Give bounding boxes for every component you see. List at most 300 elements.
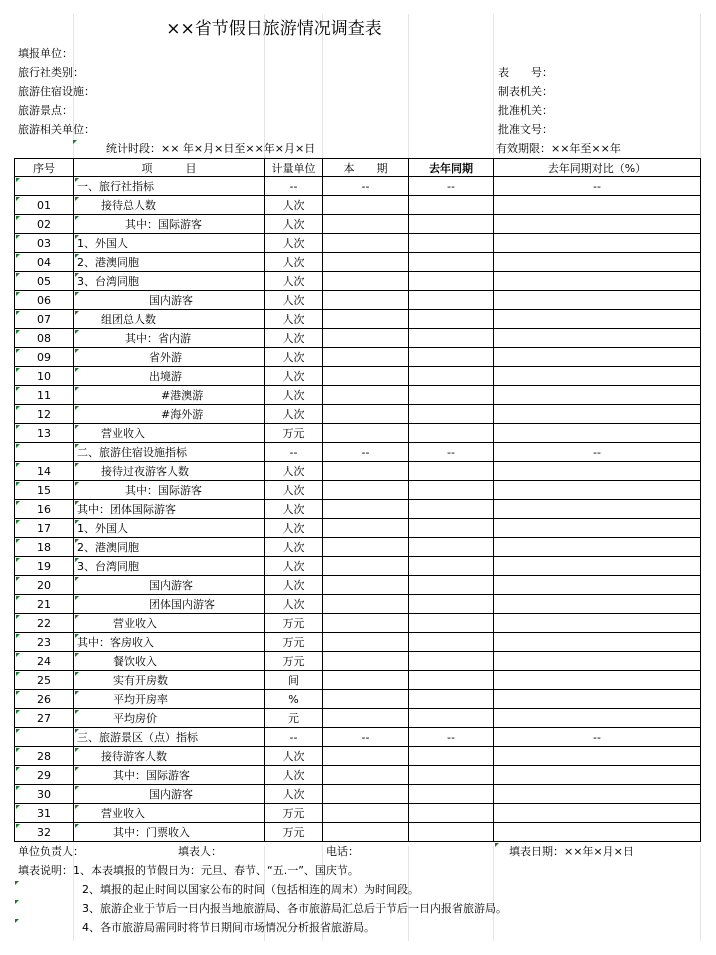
unit-value: 人次 (282, 484, 305, 497)
compare-cell[interactable] (494, 500, 701, 519)
unit-cell[interactable] (265, 234, 323, 253)
comment-marker-icon (16, 748, 20, 752)
meta-row (14, 63, 701, 82)
comment-marker-icon (495, 843, 499, 847)
current-cell[interactable] (323, 405, 409, 424)
compare-cell[interactable] (494, 367, 701, 386)
current-cell[interactable] (323, 766, 409, 785)
meta-left-label: 旅游景点： (18, 104, 73, 117)
current-cell[interactable] (323, 196, 409, 215)
current-cell[interactable] (323, 310, 409, 329)
current-value: -- (361, 731, 370, 744)
compare-cell[interactable] (494, 177, 701, 196)
item-cell[interactable] (74, 405, 265, 424)
compare-cell[interactable] (494, 747, 701, 766)
compare-cell[interactable] (494, 766, 701, 785)
seq-cell[interactable] (14, 785, 74, 804)
seq-value: 31 (37, 807, 51, 820)
comment-marker-icon (16, 501, 20, 505)
seq-cell[interactable] (14, 671, 74, 690)
comment-marker-icon (16, 349, 20, 353)
unit-cell[interactable] (265, 310, 323, 329)
unit-cell[interactable] (265, 595, 323, 614)
header-current: 本 期 (323, 158, 409, 177)
unit-cell[interactable] (265, 671, 323, 690)
item-value: 2、港澳同胞 (77, 541, 139, 554)
comment-marker-icon (16, 292, 20, 296)
unit-cell[interactable] (265, 253, 323, 272)
header-seq: 序号 (14, 158, 74, 177)
compare-cell[interactable] (494, 481, 701, 500)
current-cell[interactable] (323, 804, 409, 823)
unit-cell[interactable] (265, 348, 323, 367)
item-value: 3、台湾同胞 (77, 560, 139, 573)
compare-cell[interactable] (494, 234, 701, 253)
last-year-cell[interactable] (409, 253, 494, 272)
last-year-cell[interactable] (409, 424, 494, 443)
last-year-cell[interactable] (409, 766, 494, 785)
comment-marker-icon (16, 805, 20, 809)
compare-cell[interactable] (494, 576, 701, 595)
last-year-cell[interactable] (409, 348, 494, 367)
meta-row (14, 120, 701, 139)
meta-right-label: 批准文号： (498, 123, 553, 136)
compare-cell[interactable] (494, 424, 701, 443)
current-cell[interactable] (323, 690, 409, 709)
item-cell[interactable] (74, 310, 265, 329)
unit-cell[interactable] (265, 614, 323, 633)
comment-marker-icon (75, 805, 79, 809)
unit-value: 人次 (282, 332, 305, 345)
unit-cell[interactable] (265, 633, 323, 652)
item-cell[interactable] (74, 785, 265, 804)
compare-cell[interactable] (494, 804, 701, 823)
last-year-cell[interactable] (409, 329, 494, 348)
last-year-value: -- (447, 446, 455, 459)
table-row (14, 177, 701, 196)
current-cell[interactable] (323, 728, 409, 747)
unit-cell[interactable] (265, 367, 323, 386)
seq-cell[interactable] (14, 424, 74, 443)
current-cell[interactable] (323, 785, 409, 804)
item-cell[interactable] (74, 614, 265, 633)
compare-cell[interactable] (494, 291, 701, 310)
seq-cell[interactable] (14, 405, 74, 424)
item-cell[interactable] (74, 386, 265, 405)
compare-cell[interactable] (494, 215, 701, 234)
seq-cell[interactable] (14, 519, 74, 538)
last-year-cell[interactable] (409, 709, 494, 728)
unit-cell[interactable] (265, 690, 323, 709)
seq-cell[interactable] (14, 234, 74, 253)
comment-marker-icon (16, 178, 20, 182)
seq-cell[interactable] (14, 272, 74, 291)
last-year-cell[interactable] (409, 177, 494, 196)
unit-value: 人次 (282, 769, 305, 782)
unit-cell[interactable] (265, 291, 323, 310)
comment-marker-icon (75, 824, 79, 828)
compare-cell[interactable] (494, 196, 701, 215)
seq-cell[interactable] (14, 386, 74, 405)
table-row (14, 614, 701, 633)
compare-cell[interactable] (494, 405, 701, 424)
comment-marker-icon (16, 311, 20, 315)
current-value: -- (361, 180, 370, 193)
item-cell[interactable] (74, 329, 265, 348)
compare-cell[interactable] (494, 462, 701, 481)
last-year-cell[interactable] (409, 367, 494, 386)
current-cell[interactable] (323, 519, 409, 538)
last-year-cell[interactable] (409, 633, 494, 652)
item-cell[interactable] (74, 272, 265, 291)
current-cell[interactable] (323, 386, 409, 405)
item-cell[interactable] (74, 519, 265, 538)
last-year-cell[interactable] (409, 785, 494, 804)
seq-cell[interactable] (14, 728, 74, 747)
seq-cell[interactable] (14, 614, 74, 633)
unit-value: 人次 (282, 750, 305, 763)
unit-value: % (288, 693, 299, 706)
unit-cell[interactable] (265, 177, 323, 196)
comment-marker-icon (75, 558, 79, 562)
unit-cell[interactable] (265, 766, 323, 785)
compare-cell[interactable] (494, 538, 701, 557)
compare-cell[interactable] (494, 728, 701, 747)
current-cell[interactable] (323, 652, 409, 671)
comment-marker-icon (16, 368, 20, 372)
current-cell[interactable] (323, 595, 409, 614)
note-row (14, 918, 701, 937)
current-cell[interactable] (323, 500, 409, 519)
compare-cell[interactable] (494, 329, 701, 348)
seq-cell[interactable] (14, 652, 74, 671)
last-year-cell[interactable] (409, 386, 494, 405)
seq-cell[interactable] (14, 348, 74, 367)
current-cell[interactable] (323, 462, 409, 481)
last-year-cell[interactable] (409, 443, 494, 462)
last-year-cell[interactable] (409, 538, 494, 557)
item-cell[interactable] (74, 633, 265, 652)
unit-cell[interactable] (265, 823, 323, 842)
current-cell[interactable] (323, 557, 409, 576)
item-cell[interactable] (74, 595, 265, 614)
current-cell[interactable] (323, 291, 409, 310)
note-text: 3、旅游企业于节后一日内报当地旅游局、各市旅游局汇总后于节后一日内报省旅游局。 (82, 902, 507, 915)
current-cell[interactable] (323, 538, 409, 557)
seq-cell[interactable] (14, 766, 74, 785)
item-value: 其中：门票收入 (113, 826, 190, 839)
compare-cell[interactable] (494, 614, 701, 633)
unit-cell[interactable] (265, 538, 323, 557)
unit-cell[interactable] (265, 443, 323, 462)
unit-cell[interactable] (265, 215, 323, 234)
comment-marker-icon (16, 273, 20, 277)
seq-value: 25 (37, 674, 51, 687)
seq-cell[interactable] (14, 538, 74, 557)
last-year-cell[interactable] (409, 557, 494, 576)
seq-cell[interactable] (14, 253, 74, 272)
unit-cell[interactable] (265, 196, 323, 215)
header-item: 项 目 (74, 158, 265, 177)
unit-cell[interactable] (265, 519, 323, 538)
seq-cell[interactable] (14, 215, 74, 234)
comment-marker-icon (75, 368, 79, 372)
unit-cell[interactable] (265, 462, 323, 481)
unit-value: 万元 (282, 617, 305, 630)
comment-marker-icon (16, 197, 20, 201)
item-cell[interactable] (74, 728, 265, 747)
seq-cell[interactable] (14, 557, 74, 576)
comment-marker-icon (16, 463, 20, 467)
seq-value: 12 (37, 408, 51, 421)
compare-cell[interactable] (494, 823, 701, 842)
item-cell[interactable] (74, 291, 265, 310)
current-cell[interactable] (323, 481, 409, 500)
seq-cell[interactable] (14, 500, 74, 519)
compare-cell[interactable] (494, 633, 701, 652)
table-row (14, 671, 701, 690)
meta-left-label: 旅游相关单位： (18, 123, 95, 136)
comment-marker-icon (16, 254, 20, 258)
unit-value: 人次 (282, 294, 305, 307)
compare-cell[interactable] (494, 557, 701, 576)
compare-cell[interactable] (494, 348, 701, 367)
seq-value: 29 (37, 769, 51, 782)
unit-cell[interactable] (265, 747, 323, 766)
unit-value: 人次 (282, 351, 305, 364)
item-cell[interactable] (74, 576, 265, 595)
seq-cell[interactable] (14, 823, 74, 842)
compare-cell[interactable] (494, 272, 701, 291)
comment-marker-icon (75, 311, 79, 315)
table-row (14, 367, 701, 386)
unit-cell[interactable] (265, 557, 323, 576)
unit-cell[interactable] (265, 785, 323, 804)
compare-cell[interactable] (494, 652, 701, 671)
item-value: 实有开房数 (113, 674, 168, 687)
table-row (14, 804, 701, 823)
table-row (14, 329, 701, 348)
last-year-cell[interactable] (409, 652, 494, 671)
item-cell[interactable] (74, 424, 265, 443)
unit-value: 人次 (282, 560, 305, 573)
compare-cell[interactable] (494, 253, 701, 272)
compare-cell[interactable] (494, 310, 701, 329)
item-value: #海外游 (161, 408, 204, 421)
comment-marker-icon (75, 444, 79, 448)
meta-left-label: 旅行社类别： (18, 66, 84, 79)
item-cell[interactable] (74, 804, 265, 823)
last-year-cell[interactable] (409, 500, 494, 519)
seq-value: 17 (37, 522, 51, 535)
item-value: 国内游客 (149, 294, 193, 307)
item-cell[interactable] (74, 234, 265, 253)
last-year-cell[interactable] (409, 462, 494, 481)
unit-cell[interactable] (265, 481, 323, 500)
item-cell[interactable] (74, 538, 265, 557)
unit-cell[interactable] (265, 386, 323, 405)
item-cell[interactable] (74, 823, 265, 842)
item-cell[interactable] (74, 652, 265, 671)
item-cell[interactable] (74, 215, 265, 234)
seq-cell[interactable] (14, 196, 74, 215)
table-row (14, 386, 701, 405)
comment-marker-icon (16, 672, 20, 676)
compare-cell[interactable] (494, 690, 701, 709)
table-row (14, 785, 701, 804)
seq-cell[interactable] (14, 177, 74, 196)
last-year-cell[interactable] (409, 215, 494, 234)
current-cell[interactable] (323, 671, 409, 690)
compare-cell[interactable] (494, 785, 701, 804)
last-year-cell[interactable] (409, 291, 494, 310)
seq-cell[interactable] (14, 310, 74, 329)
seq-cell[interactable] (14, 595, 74, 614)
current-cell[interactable] (323, 177, 409, 196)
seq-cell[interactable] (14, 481, 74, 500)
seq-cell[interactable] (14, 462, 74, 481)
unit-value: 人次 (282, 579, 305, 592)
item-value: 1、外国人 (77, 522, 128, 535)
item-cell[interactable] (74, 747, 265, 766)
compare-cell[interactable] (494, 443, 701, 462)
last-year-cell[interactable] (409, 804, 494, 823)
current-cell[interactable] (323, 329, 409, 348)
seq-cell[interactable] (14, 804, 74, 823)
seq-value: 02 (37, 218, 51, 231)
unit-value: 人次 (282, 408, 305, 421)
last-year-cell[interactable] (409, 519, 494, 538)
item-cell[interactable] (74, 709, 265, 728)
item-cell[interactable] (74, 500, 265, 519)
last-year-cell[interactable] (409, 405, 494, 424)
unit-value: 人次 (282, 598, 305, 611)
unit-cell[interactable] (265, 424, 323, 443)
item-cell[interactable] (74, 671, 265, 690)
compare-cell[interactable] (494, 709, 701, 728)
item-cell[interactable] (74, 462, 265, 481)
compare-cell[interactable] (494, 386, 701, 405)
comment-marker-icon (16, 596, 20, 600)
unit-cell[interactable] (265, 804, 323, 823)
item-cell[interactable] (74, 196, 265, 215)
meta-right-label: 批准机关： (498, 104, 553, 117)
unit-cell[interactable] (265, 272, 323, 291)
seq-cell[interactable] (14, 633, 74, 652)
last-year-cell[interactable] (409, 595, 494, 614)
item-cell[interactable] (74, 690, 265, 709)
last-year-cell[interactable] (409, 196, 494, 215)
compare-cell[interactable] (494, 671, 701, 690)
item-cell[interactable] (74, 367, 265, 386)
last-year-cell[interactable] (409, 614, 494, 633)
item-cell[interactable] (74, 348, 265, 367)
comment-marker-icon (16, 520, 20, 524)
unit-cell[interactable] (265, 405, 323, 424)
seq-cell[interactable] (14, 443, 74, 462)
item-value: 其中：国际游客 (113, 769, 190, 782)
unit-value: 人次 (282, 370, 305, 383)
current-cell[interactable] (323, 424, 409, 443)
current-cell[interactable] (323, 823, 409, 842)
table-row (14, 272, 701, 291)
comment-marker-icon (16, 235, 20, 239)
current-cell[interactable] (323, 614, 409, 633)
table-row (14, 633, 701, 652)
current-cell[interactable] (323, 367, 409, 386)
last-year-cell[interactable] (409, 690, 494, 709)
last-year-cell[interactable] (409, 671, 494, 690)
last-year-cell[interactable] (409, 310, 494, 329)
unit-cell[interactable] (265, 652, 323, 671)
last-year-cell[interactable] (409, 576, 494, 595)
item-cell[interactable] (74, 253, 265, 272)
table-header-row (14, 158, 701, 177)
current-cell[interactable] (323, 348, 409, 367)
unit-value: 万元 (282, 636, 305, 649)
unit-cell[interactable] (265, 709, 323, 728)
current-cell[interactable] (323, 272, 409, 291)
compare-cell[interactable] (494, 595, 701, 614)
seq-cell[interactable] (14, 367, 74, 386)
current-cell[interactable] (323, 576, 409, 595)
current-cell[interactable] (323, 633, 409, 652)
last-year-cell[interactable] (409, 728, 494, 747)
unit-cell[interactable] (265, 329, 323, 348)
comment-marker-icon (75, 330, 79, 334)
item-cell[interactable] (74, 177, 265, 196)
header-unit: 计量单位 (265, 158, 323, 177)
last-year-cell[interactable] (409, 823, 494, 842)
item-cell[interactable] (74, 481, 265, 500)
header-last-year: 去年同期 (409, 158, 494, 177)
seq-cell[interactable] (14, 329, 74, 348)
last-year-cell[interactable] (409, 747, 494, 766)
seq-cell[interactable] (14, 291, 74, 310)
comment-marker-icon (16, 786, 20, 790)
filler-label: 填表人： (178, 845, 222, 858)
comment-marker-icon (75, 425, 79, 429)
current-cell[interactable] (323, 747, 409, 766)
unit-cell[interactable] (265, 500, 323, 519)
comment-marker-icon (75, 273, 79, 277)
unit-cell[interactable] (265, 728, 323, 747)
item-cell[interactable] (74, 766, 265, 785)
current-cell[interactable] (323, 443, 409, 462)
compare-cell[interactable] (494, 519, 701, 538)
seq-value: 14 (37, 465, 51, 478)
current-cell[interactable] (323, 709, 409, 728)
seq-cell[interactable] (14, 709, 74, 728)
survey-table (14, 158, 701, 842)
current-cell[interactable] (323, 215, 409, 234)
last-year-cell[interactable] (409, 234, 494, 253)
current-cell[interactable] (323, 234, 409, 253)
current-cell[interactable] (323, 253, 409, 272)
last-year-cell[interactable] (409, 481, 494, 500)
item-value: 接待总人数 (101, 199, 156, 212)
table-row (14, 234, 701, 253)
item-cell[interactable] (74, 557, 265, 576)
unit-cell[interactable] (265, 576, 323, 595)
seq-cell[interactable] (14, 747, 74, 766)
last-year-cell[interactable] (409, 272, 494, 291)
item-value: 国内游客 (149, 788, 193, 801)
seq-cell[interactable] (14, 690, 74, 709)
seq-cell[interactable] (14, 576, 74, 595)
item-cell[interactable] (74, 443, 265, 462)
item-value: 其中：国际游客 (125, 484, 202, 497)
